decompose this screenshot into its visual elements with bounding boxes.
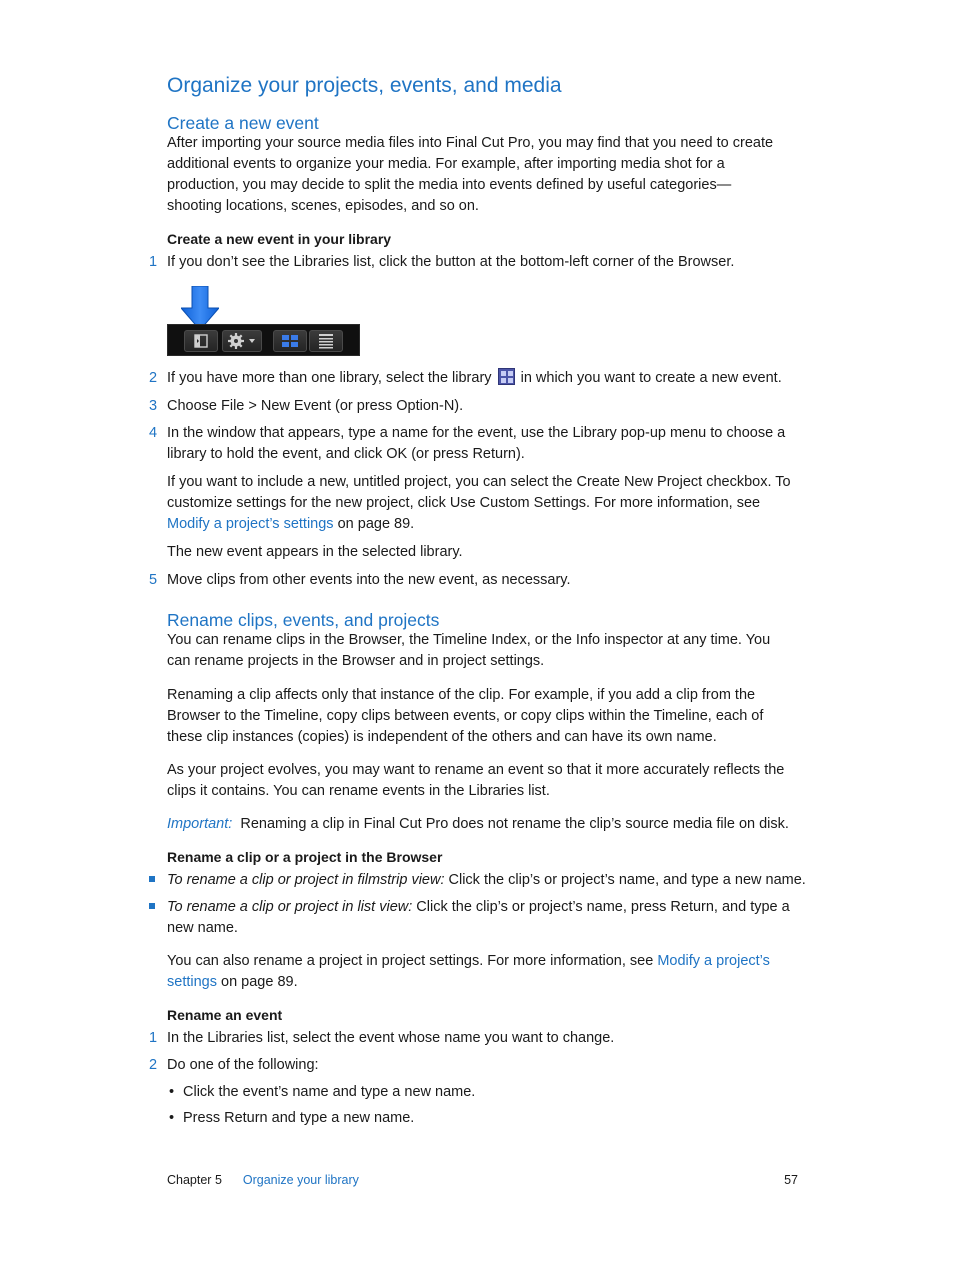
section-heading-create-event: Create a new event xyxy=(167,113,319,133)
rename-project-note xyxy=(167,951,792,993)
sub-bullet-1 xyxy=(169,1082,823,1103)
event-step-2 xyxy=(149,1055,807,1076)
task-heading-create-event: Create a new event in your library xyxy=(167,231,392,247)
step-4 xyxy=(149,423,807,465)
libraries-button[interactable] xyxy=(184,330,218,352)
footer-chapter-number: Chapter 5 xyxy=(167,1173,222,1187)
event-step-1 xyxy=(149,1028,807,1049)
step-number: 1 xyxy=(149,1030,158,1046)
page-title: Organize your projects, events, and media xyxy=(167,74,562,97)
step-text: If you don’t see the Libraries list, click the button at the bottom-left corner of the Browser. xyxy=(167,254,735,270)
bullet-text: Click the clip’s or project’s name, and type a new name. xyxy=(448,872,806,888)
step-1 xyxy=(149,252,807,273)
rename-paragraph-2: Renaming a clip affects only that instance of the clip. For example, if you add a clip from the Browser to the Timeline, copy clips between events, or copy clips within the Timeline, each of these clip instances (copies) is independent of the others and can have its own name. xyxy=(167,687,764,745)
bullet-dot: • xyxy=(169,1110,175,1126)
step-2 xyxy=(149,368,807,389)
browser-toolbar xyxy=(167,324,360,356)
modify-project-settings-link[interactable]: Modify a project’s settings xyxy=(167,516,334,532)
step-text: Choose File > New Event (or press Option-N). xyxy=(167,398,464,414)
step-text: Move clips from other events into the new event, as necessary. xyxy=(167,572,571,588)
rename-paragraph-3: As your project evolves, you may want to rename an event so that it more accurately reflects the clips it contains. You can rename events in the Libraries list. xyxy=(167,762,785,799)
step-number: 4 xyxy=(149,425,158,441)
step-number: 5 xyxy=(149,572,158,588)
list-view-icon xyxy=(310,331,342,351)
step-text: In the Libraries list, select the event whose name you want to change. xyxy=(167,1030,615,1046)
bullet-dot: • xyxy=(169,1084,175,1100)
bullet-filmstrip-view xyxy=(167,870,807,891)
bullet-text: Click the clip’s or project’s name, press Return, and type a new name. xyxy=(167,899,790,936)
gear-icon xyxy=(223,331,261,351)
bullet-lead: To rename a clip or project in list view: xyxy=(167,899,413,915)
task-heading-rename-event: Rename an event xyxy=(167,1007,283,1023)
sub-bullet-text: Click the event’s name and type a new name. xyxy=(183,1084,476,1100)
library-icon xyxy=(498,368,515,385)
section-heading-rename: Rename clips, events, and projects xyxy=(167,610,440,630)
sub-bullet-text: Press Return and type a new name. xyxy=(183,1110,415,1126)
filmstrip-view-icon xyxy=(274,331,306,351)
important-label: Important: xyxy=(167,816,233,832)
step-text: In the window that appears, type a name for the event, use the Library pop-up menu to choose a library to hold the event, and click OK (or press Return). xyxy=(167,425,786,462)
step-number: 3 xyxy=(149,398,158,414)
step-number: 2 xyxy=(149,1057,158,1073)
libraries-sidebar-icon xyxy=(185,331,217,351)
footer-chapter-title-link[interactable]: Organize your library xyxy=(242,1173,359,1187)
note-text: If you want to include a new, untitled project, you can select the Create New Project checkbox. To customize settings for the new project, click Use Custom Settings. For more information, see xyxy=(167,474,791,511)
list-view-button[interactable] xyxy=(309,330,343,352)
step-3 xyxy=(149,396,807,417)
rename-paragraph-1: You can rename clips in the Browser, the Timeline Index, or the Info inspector at any time. You can rename projects in the Browser and in project settings. xyxy=(167,632,771,669)
step-number: 1 xyxy=(149,254,158,270)
step-4-result: The new event appears in the selected library. xyxy=(167,544,463,560)
important-text: Renaming a clip in Final Cut Pro does not rename the clip’s source media file on disk. xyxy=(240,816,789,832)
create-intro-paragraph: After importing your source media files into Final Cut Pro, you may find that you need to create additional events to organize your media. For example, after importing media shot for a production, you may decide to split the media into events defined by useful categories—shooting locations, scenes, episodes, and so on. xyxy=(167,135,774,214)
modify-project-settings-link-2[interactable]: Modify a project’s settings xyxy=(167,953,770,990)
filmstrip-view-button[interactable] xyxy=(273,330,307,352)
task-heading-rename-clip: Rename a clip or a project in the Browser xyxy=(167,849,443,865)
bullet-square-icon xyxy=(149,903,155,909)
note-text-after: on page 89. xyxy=(221,974,298,990)
note-text: You can also rename a project in project settings. For more information, see xyxy=(167,953,654,969)
step-text: Do one of the following: xyxy=(167,1057,319,1073)
bullet-square-icon xyxy=(149,876,155,882)
sub-bullet-2 xyxy=(169,1108,823,1129)
note-text-after: on page 89. xyxy=(337,516,415,532)
bullet-list-view xyxy=(167,897,792,939)
step-4-note xyxy=(167,472,792,535)
action-menu-button[interactable] xyxy=(222,330,262,352)
bullet-lead: To rename a clip or project in filmstrip view: xyxy=(167,872,445,888)
footer-chapter xyxy=(167,1173,359,1187)
step-5 xyxy=(149,570,807,591)
step-text-after: in which you want to create a new event. xyxy=(520,370,782,386)
footer-page-number: 57 xyxy=(784,1173,798,1187)
important-note xyxy=(167,814,807,835)
step-number: 2 xyxy=(149,370,158,386)
step-text-before: If you have more than one library, select the library xyxy=(167,370,492,386)
